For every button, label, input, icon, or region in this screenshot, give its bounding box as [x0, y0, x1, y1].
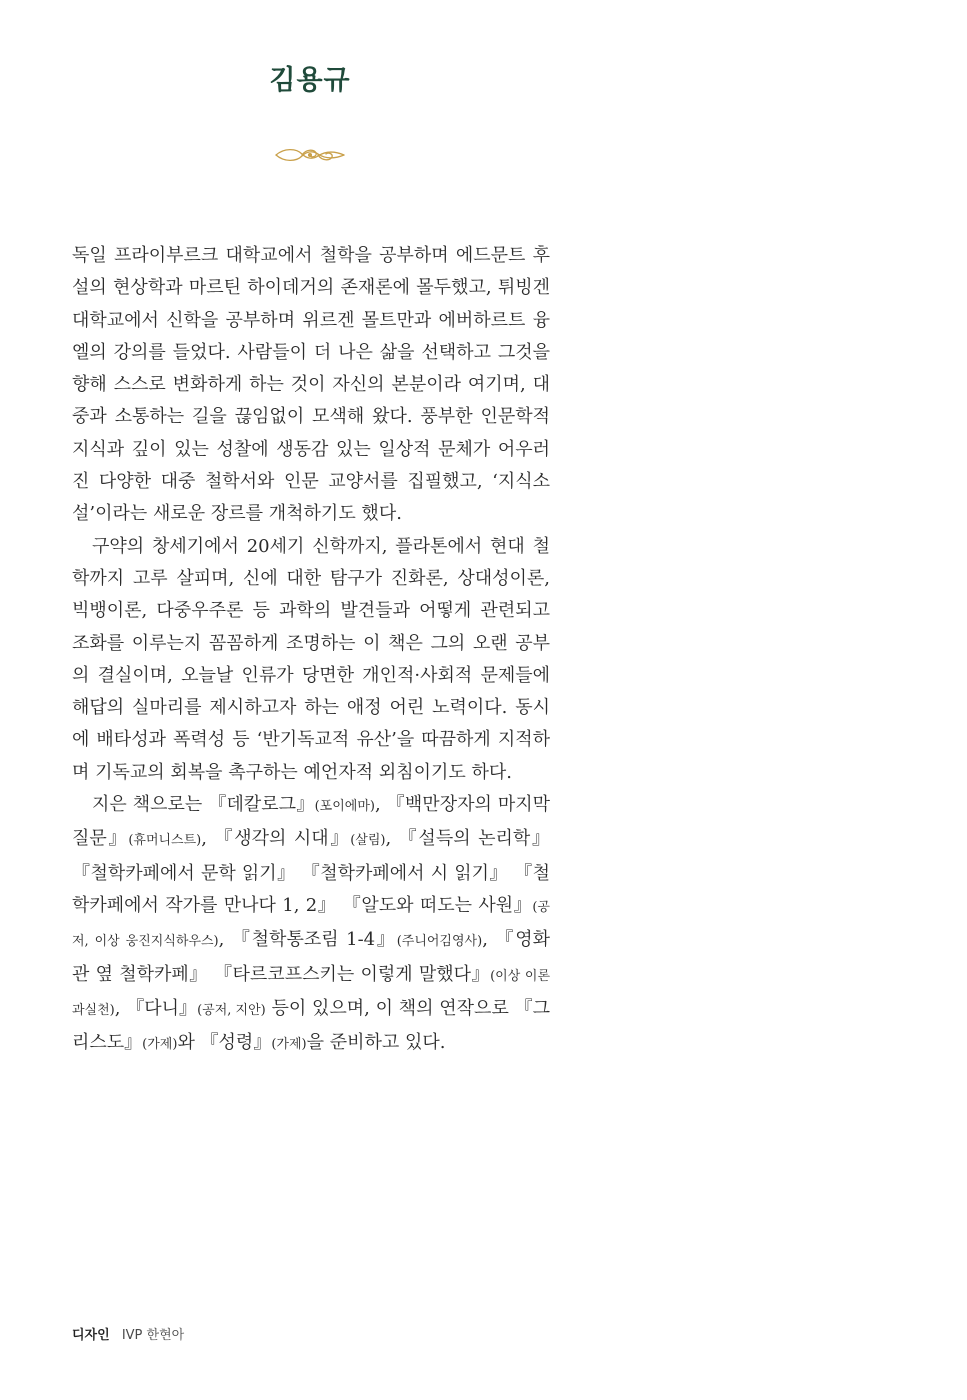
bibliography-text: , 『다니』: [114, 997, 198, 1019]
design-credit: [72, 1324, 184, 1343]
author-biography: [72, 240, 550, 1061]
publisher-note: (공저, 이상 웅진지식하우스): [72, 899, 550, 950]
publisher-note: (가제): [142, 1037, 178, 1053]
bibliography-text: , 『설득의 논리학』 『철학카페에서 문학 읽기』 『철학카페에서 시 읽기』 『철학카페에서 작가를 만나다 1, 2』 『알도와 떠도는 사원』: [72, 828, 551, 916]
bio-paragraph-3-bibliography: [72, 789, 550, 1061]
bibliography-text: 을 준비하고 있다.: [306, 1032, 446, 1054]
publisher-note: (공저, 지안): [197, 1002, 266, 1018]
publisher-note: (휴머니스트): [128, 833, 202, 849]
credit-label: 디자인: [72, 1328, 110, 1343]
bibliography-text: , 『영화관 옆 철학카페』 『타르코프스키는 이렇게 말했다』: [72, 929, 550, 985]
bibliography-text: 등이 있으며, 이 책의 연작으로 『그리스도』: [72, 997, 550, 1054]
bio-paragraph-1: 독일 프라이부르크 대학교에서 철학을 공부하며 에드문트 후설의 현상학과 마르틴 하이데거의 존재론에 몰두했고, 튀빙겐 대학교에서 신학을 공부하며 위르겐 몰트만과 에버하르트 융엘의 강의를 들었다. 사람들이 더 나은 삶을 선택하고 그것을 향해 스스로 변화하게 하는 것이 자신의 본분이라 여기며, 대중과 소통하는 길을 끊임없이 모색해 왔다. 풍부한 인문학적 지식과 깊이 있는 성찰에 생동감 있는 일상적 문체가 어우러진 다양한 대중 철학서와 인문 교양서를 집필했고, ‘지식소설’이라는 새로운 장르를 개척하기도 했다.: [72, 245, 550, 525]
bibliography-text: , 『백만장자의 마지막 질문』: [72, 794, 550, 850]
author-name: 김용규: [269, 65, 351, 96]
flourish-ornament-icon: [272, 140, 348, 170]
bio-paragraph-2: 구약의 창세기에서 20세기 신학까지, 플라톤에서 현대 철학까지 고루 살피며, 신에 대한 탐구가 진화론, 상대성이론, 빅뱅이론, 다중우주론 등 과학의 발견들과 어떻게 관련되고 조화를 이루는지 꼼꼼하게 조명하는 이 책은 그의 오랜 공부의 결실이며, 오늘날 인류가 당면한 개인적·사회적 문제들에 해답의 실마리를 제시하고자 하는 애정 어린 노력이다. 동시에 배타성과 폭력성 등 ‘반기독교적 유산’을 따끔하게 지적하며 기독교의 회복을 촉구하는 예언자적 외침이기도 하다.: [72, 535, 550, 783]
publisher-note: (가제): [271, 1037, 307, 1053]
publisher-note: (이상 이론과실천): [72, 968, 551, 1018]
bibliography-text: 와 『성령』: [177, 1032, 272, 1054]
publisher-note: (살림): [350, 833, 386, 849]
credit-value: IVP 한현아: [121, 1328, 185, 1343]
bibliography-text: 지은 책으로는 『데칼로그』: [92, 794, 315, 816]
bibliography-text: , 『철학통조림 1-4』: [218, 929, 397, 951]
publisher-note: (주니어김영사): [396, 934, 483, 950]
publisher-note: (포이에마): [314, 799, 375, 815]
bibliography-text: , 『생각의 시대』: [201, 828, 351, 850]
